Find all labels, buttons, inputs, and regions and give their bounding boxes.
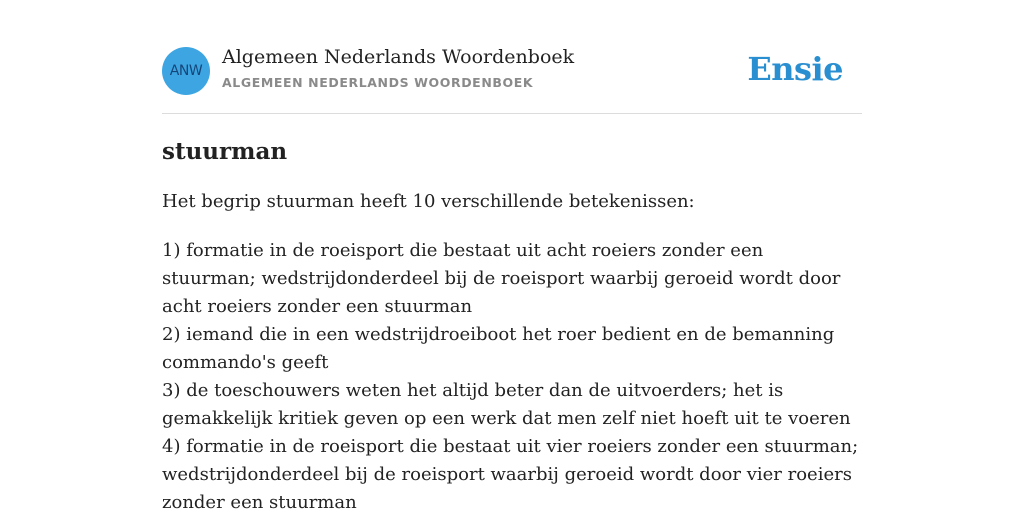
meaning-item: 2) iemand die in een wedstrijdroeiboot het roer bedient en de bemanning commando's geeft <box>162 324 835 373</box>
brand-logo[interactable]: Ensie <box>747 50 843 88</box>
meaning-item: 3) de toeschouwers weten het altijd beter dan de uitvoerders; het is gemakkelijk kritiek geven op een werk dat men zelf niet hoeft uit te voeren <box>162 380 851 429</box>
source-header <box>162 0 862 114</box>
source-logo[interactable] <box>162 47 210 95</box>
meaning-item: 4) formatie in de roeisport die bestaat uit vier roeiers zonder een stuurman; wedstrijdonderdeel bij de roeisport waarbij geroeid wordt door vier roeiers zonder een stuurman <box>162 436 859 513</box>
source-title[interactable]: Algemeen Nederlands Woordenboek <box>222 46 575 68</box>
logo-text: ANW <box>169 63 203 79</box>
meanings-list <box>162 237 862 517</box>
page <box>162 0 862 513</box>
source-subtitle: ALGEMEEN NEDERLANDS WOORDENBOEK <box>222 75 534 90</box>
entry-intro: Het begrip stuurman heeft 10 verschillende betekenissen: <box>162 191 695 212</box>
entry-term: stuurman <box>162 138 288 165</box>
meaning-item: 1) formatie in de roeisport die bestaat uit acht roeiers zonder een stuurman; wedstrijdonderdeel bij de roeisport waarbij geroeid wordt door acht roeiers zonder een stuurman <box>162 240 841 317</box>
